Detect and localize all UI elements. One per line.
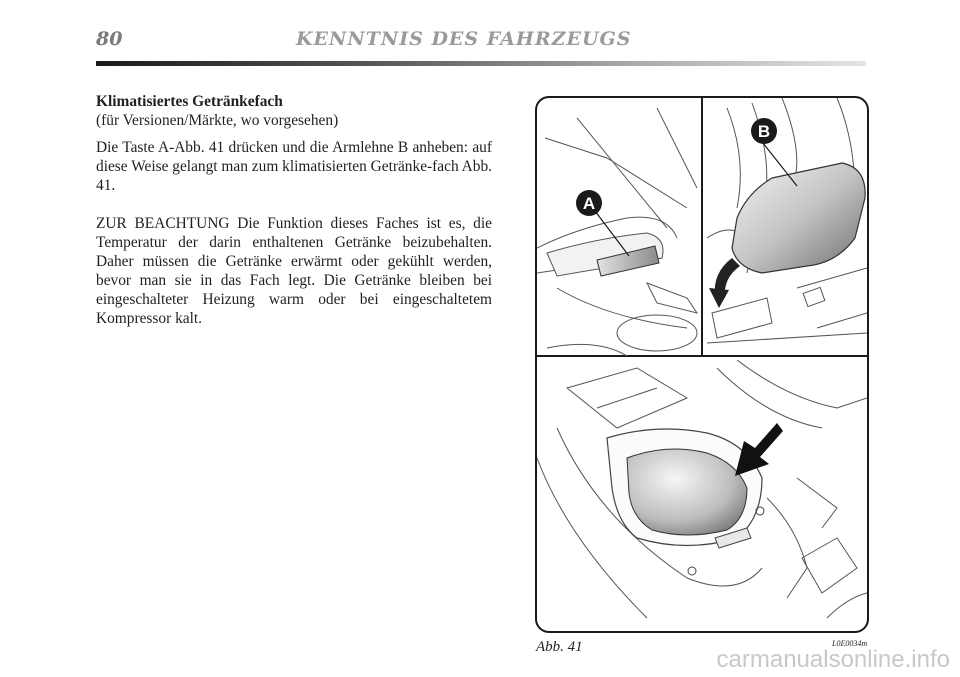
figure-illustration (535, 96, 869, 633)
watermark: carmanualsonline.info (716, 646, 950, 673)
section-subheading: (für Versionen/Märkte, wo vorgesehen) (96, 112, 339, 129)
illustration-drawing (537, 98, 867, 631)
figure-caption: Abb. 41 (536, 639, 583, 655)
section-heading: Klimatisiertes Getränkefach (96, 93, 283, 110)
paragraph-note: ZUR BEACHTUNG Die Funktion dieses Faches ist es, die Temperatur der darin enthaltenen Getränke beizubehalten. Daher müssen die Getränke erwärmt oder gekühlt werden, bevor man sie in das Fach legt. Die Getränke bleiben bei eingeschalteter Heizung warm oder bei eingeschaltetem Kompressor kalt. (96, 215, 492, 327)
label-b: B (757, 122, 771, 141)
figure-code: L0E0034m (832, 639, 868, 648)
text-column (96, 92, 492, 328)
paragraph-instructions: Die Taste A-Abb. 41 drücken und die Armlehne B anheben: auf diese Weise gelangt man zum klimatisierten Getränke-fach Abb. 41. (96, 139, 492, 194)
label-a: A (582, 194, 596, 213)
page-number: 80 (96, 28, 123, 50)
header-rule (96, 61, 866, 66)
section-title: KENNTNIS DES FAHRZEUGS (296, 28, 632, 50)
